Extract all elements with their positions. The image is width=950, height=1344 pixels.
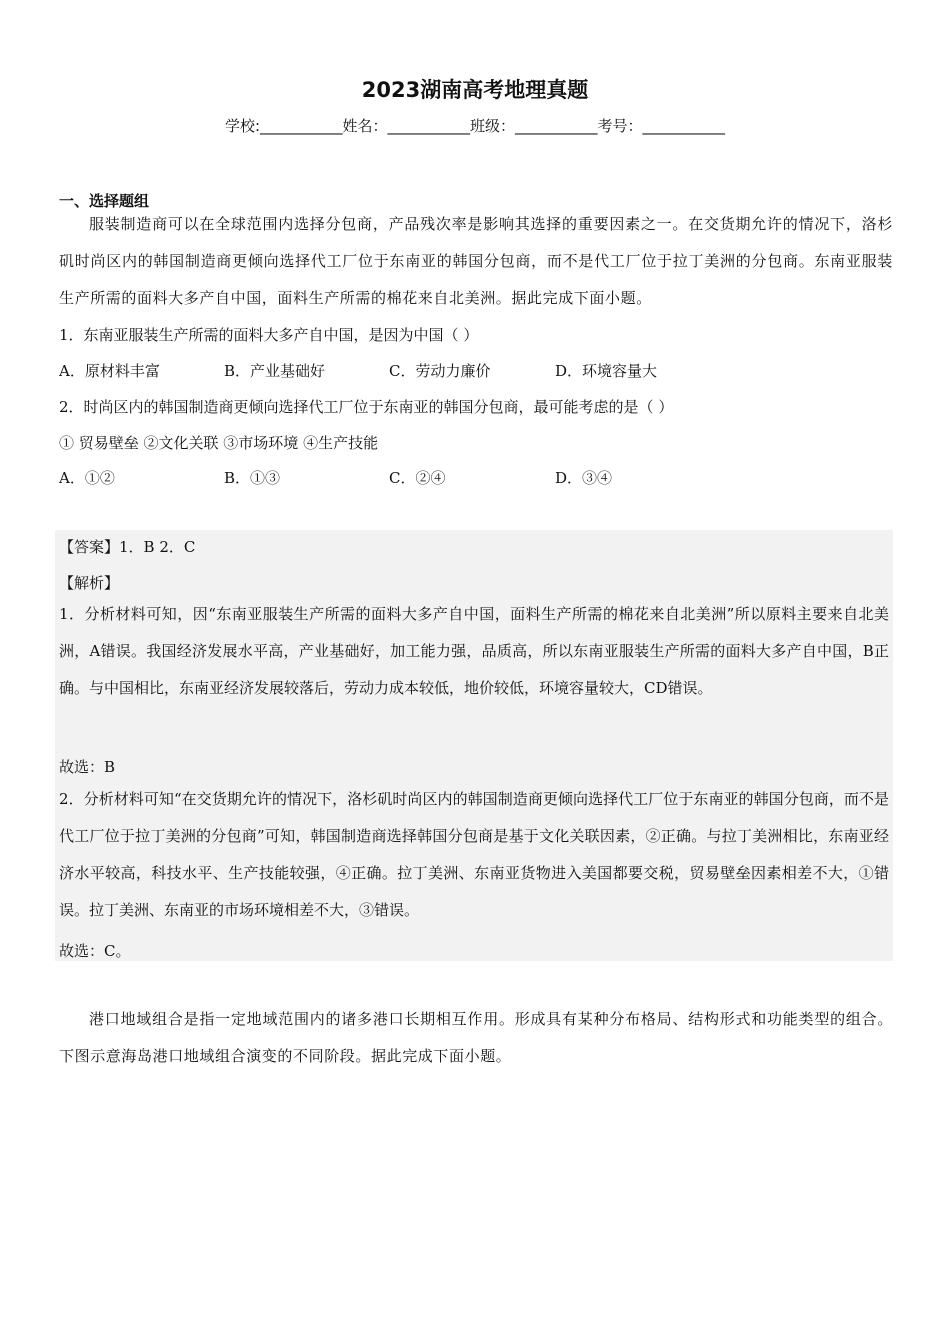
q1-option-c: C．劳动力廉价 <box>389 362 491 380</box>
passage-2: 港口地域组合是指一定地域范围内的诸多港口长期相互作用。形成具有某种分布格局、结构形式和功能类型的组合。下图示意海岛港口地域组合演变的不同阶段。据此完成下面小题。 <box>59 1010 893 1065</box>
q2-option-a: A．①② <box>59 469 115 487</box>
section-heading: 一、选择题组 <box>59 192 150 210</box>
answer-box <box>55 530 893 961</box>
q1-option-a: A．原材料丰富 <box>59 362 160 380</box>
analysis-2: 2．分析材料可知“在交货期允许的情况下，洛杉矶时尚区内的韩国制造商更倾向选择代工厂位于东南亚的韩国分包商，而不是代工厂位于拉丁美洲的分包商”可知，韩国制造商选择韩国分包商是基于文化关联因素，②正确。与拉丁美洲相比，东南亚经济水平较高，科技水平、生产技能较强，④正确。拉丁美洲、东南亚货物进入美国都要交税，贸易壁垒因素相差不大，①错误。拉丁美洲、东南亚的市场环境相差不大，③错误。 <box>59 790 889 919</box>
analysis-1: 1．分析材料可知，因“东南亚服装生产所需的面料大多产自中国，面料生产所需的棉花来自北美洲”所以原料主要来自北美洲，A错误。我国经济发展水平高，产业基础好，加工能力强，品质高，所以东南亚服装生产所需的面料大多产自中国，B正确。与中国相比，东南亚经济发展较落后，劳动力成本较低，地价较低，环境容量较大，CD错误。 <box>59 605 889 697</box>
question-1-stem: 1．东南亚服装生产所需的面料大多产自中国，是因为中国（ ） <box>59 326 479 344</box>
q1-option-b: B．产业基础好 <box>224 362 326 380</box>
answer-line: 【答案】1．B 2．C <box>59 538 196 556</box>
q1-option-d: D．环境容量大 <box>555 362 658 380</box>
q2-option-b: B．①③ <box>224 469 281 487</box>
analysis-label: 【解析】 <box>59 574 120 592</box>
page-title: 2023湖南高考地理真题 <box>361 78 589 102</box>
q2-option-c: C．②④ <box>389 469 446 487</box>
q2-option-d: D．③④ <box>555 469 613 487</box>
choose-2: 故选：C。 <box>59 942 131 960</box>
passage-1: 服装制造商可以在全球范围内选择分包商，产品残次率是影响其选择的重要因素之一。在交货期允许的情况下，洛杉矶时尚区内的韩国制造商更倾向选择代工厂位于东南亚的韩国分包商，而不是代工厂位于拉丁美洲的分包商。东南亚服装生产所需的面料大多产自中国，面料生产所需的棉花来自北美洲。据此完成下面小题。 <box>59 215 893 307</box>
student-info-line: 学校:___________姓名：___________班级：___________考号：___________ <box>224 117 726 135</box>
question-2-items: ① 贸易壁垒 ②文化关联 ③市场环境 ④生产技能 <box>59 434 379 452</box>
choose-1: 故选：B <box>59 758 116 776</box>
question-2-stem: 2．时尚区内的韩国制造商更倾向选择代工厂位于东南亚的韩国分包商，最可能考虑的是（ ） <box>59 398 674 416</box>
